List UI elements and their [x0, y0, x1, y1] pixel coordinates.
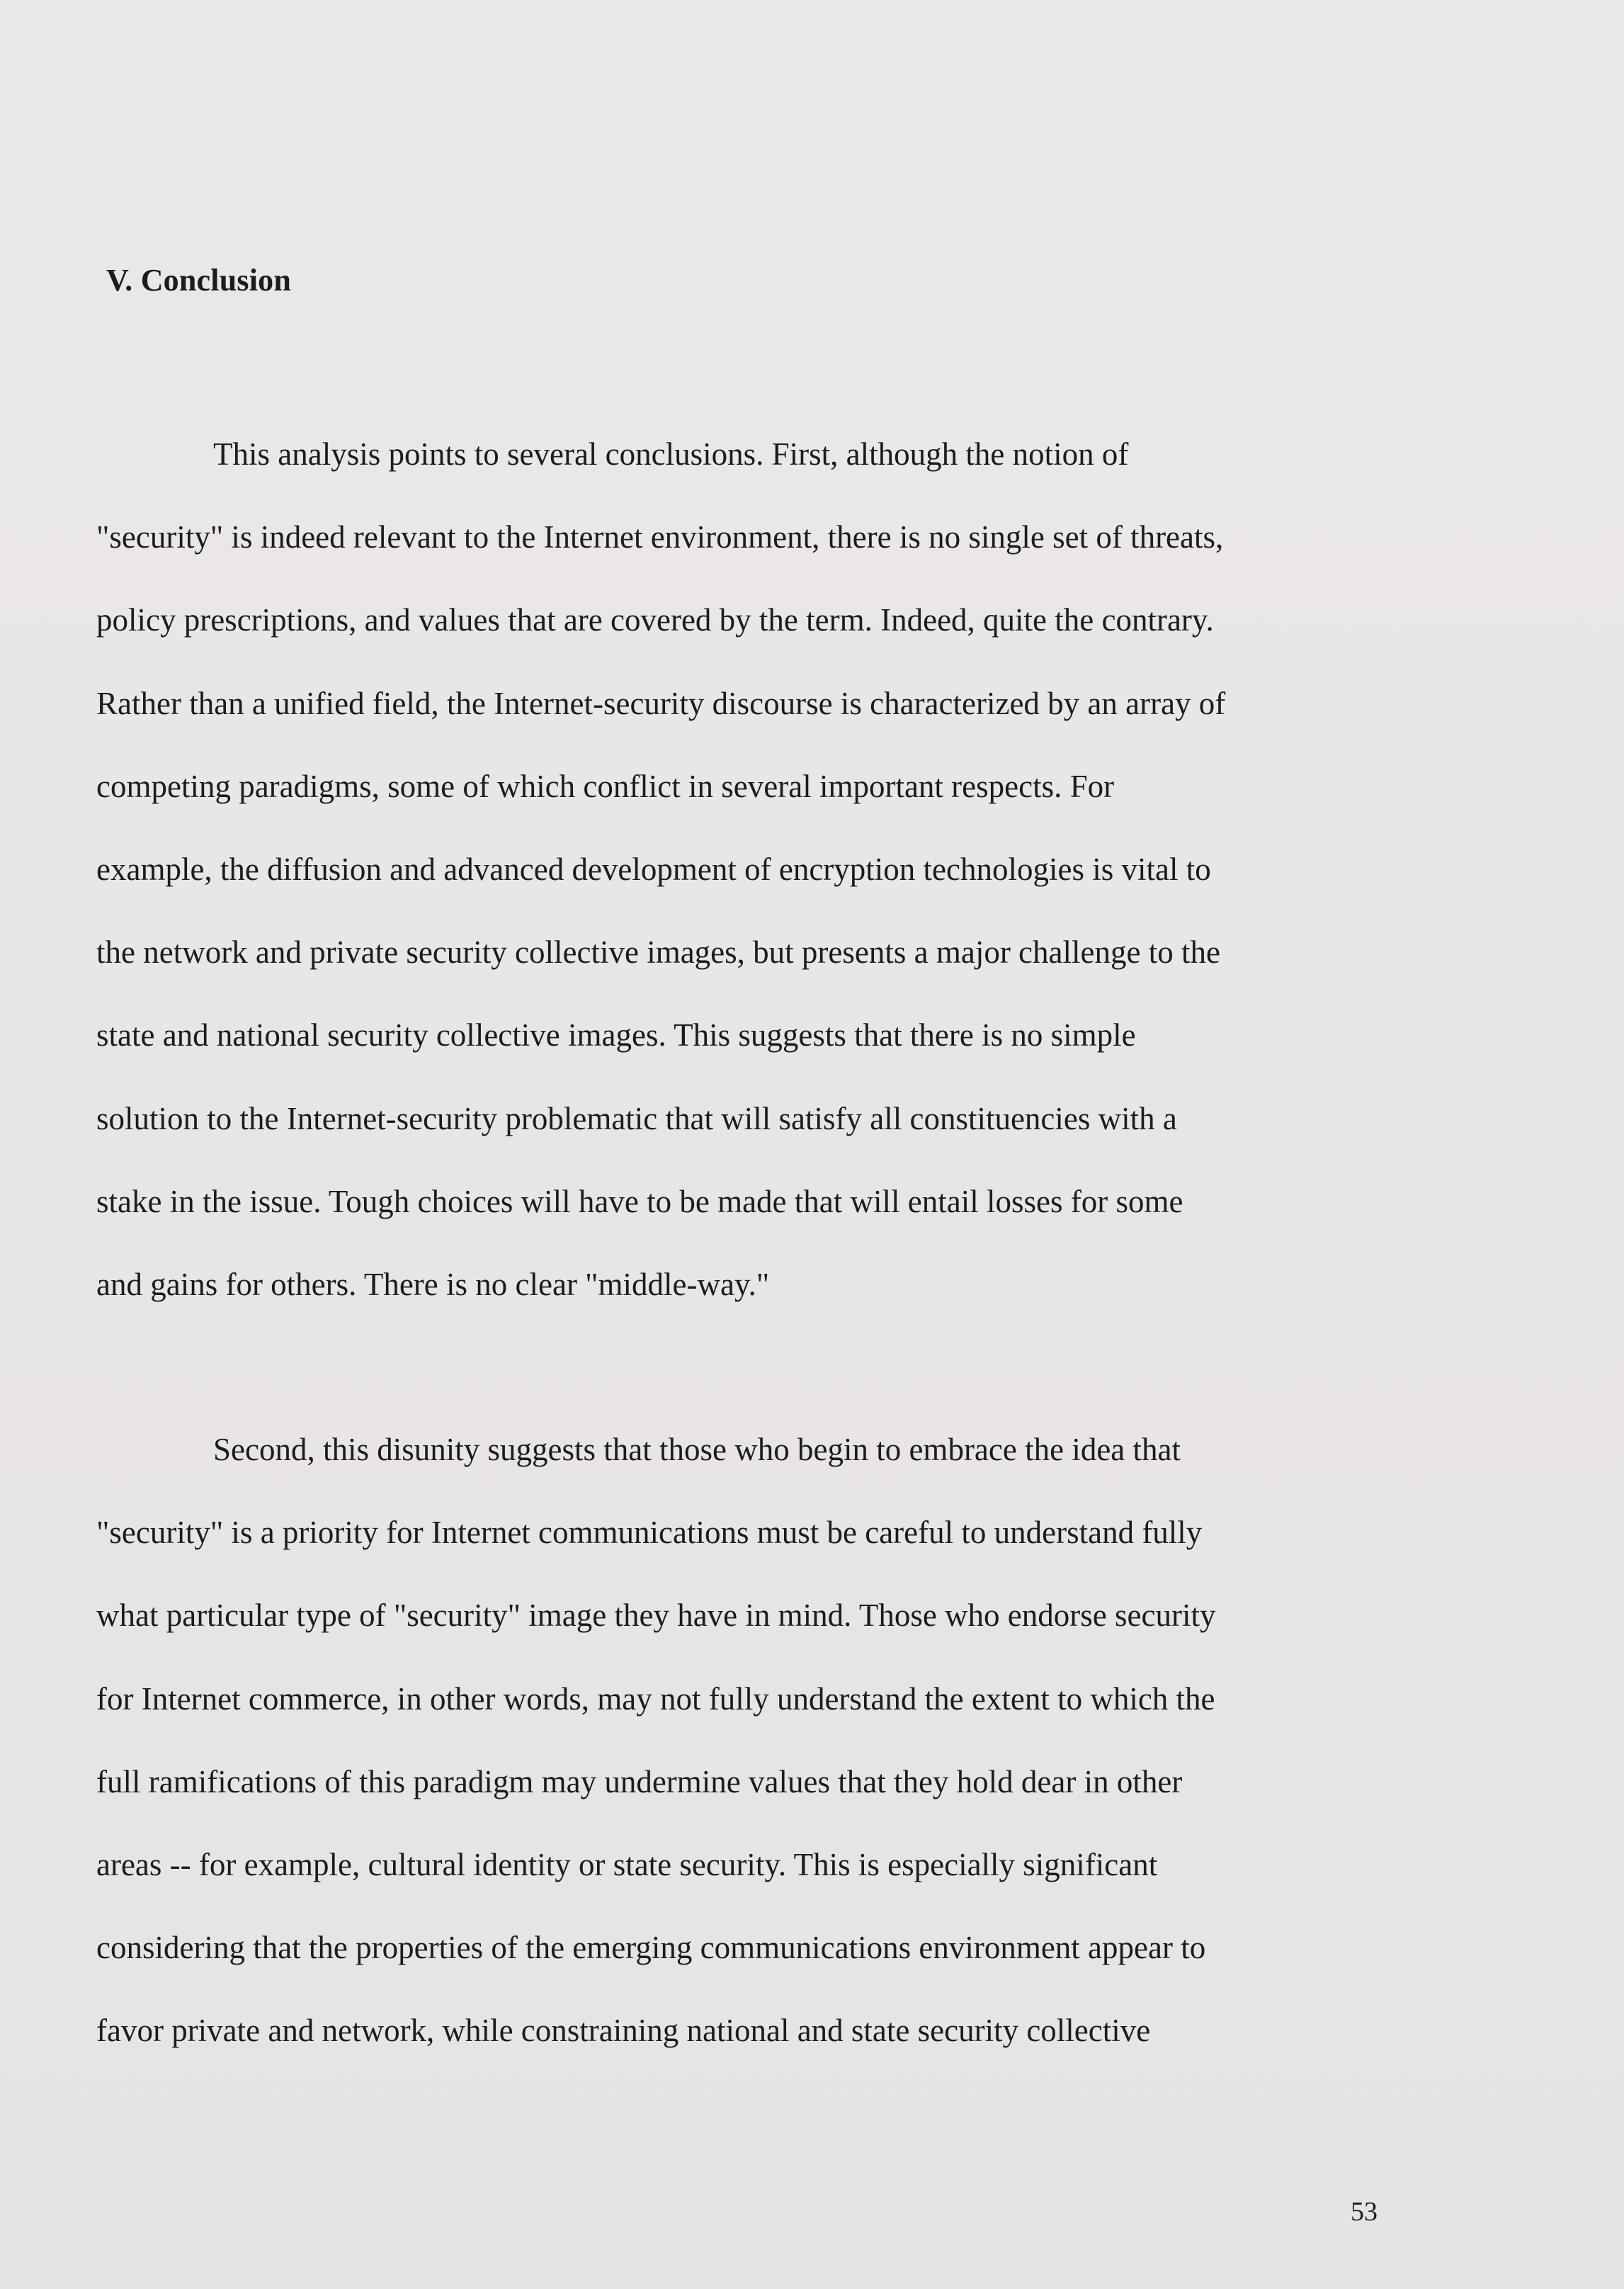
paragraph-1: [96, 413, 1371, 1326]
text-line: full ramifications of this paradigm may undermine values that they hold dear in other: [96, 1763, 1183, 1799]
text-line: example, the diffusion and advanced development of encryption technologies is vital to: [96, 851, 1211, 887]
text-line: "security" is indeed relevant to the Internet environment, there is no single set of threats,: [96, 519, 1224, 555]
text-line: and gains for others. There is no clear "middle-way.": [96, 1266, 770, 1302]
text-line: for Internet commerce, in other words, may not fully understand the extent to which the: [96, 1680, 1215, 1717]
text-line: Rather than a unified field, the Internet-security discourse is characterized by an array of: [96, 685, 1226, 721]
text-line: policy prescriptions, and values that are covered by the term. Indeed, quite the contrary.: [96, 602, 1214, 638]
text-line: considering that the properties of the emerging communications environment appear to: [96, 1930, 1206, 1966]
section-heading: V. Conclusion: [106, 263, 291, 298]
paragraph-2: [96, 1408, 1371, 2073]
text-line: areas -- for example, cultural identity or state security. This is especially significant: [96, 1846, 1158, 1882]
text-line: This analysis points to several conclusions. First, although the notion of: [213, 436, 1129, 472]
text-line: "security" is a priority for Internet communications must be careful to understand fully: [96, 1515, 1203, 1551]
page-number: 53: [1351, 2197, 1378, 2227]
text-line: solution to the Internet-security problematic that will satisfy all constituencies with a: [96, 1100, 1177, 1136]
text-line: Second, this disunity suggests that those who begin to embrace the idea that: [213, 1432, 1181, 1467]
text-line: state and national security collective images. This suggests that there is no simple: [96, 1017, 1136, 1053]
text-line: the network and private security collective images, but presents a major challenge to the: [96, 934, 1220, 971]
text-line: competing paradigms, some of which conflict in several important respects. For: [96, 768, 1115, 804]
text-line: favor private and network, while constraining national and state security collective: [96, 2013, 1151, 2049]
text-line: what particular type of "security" image they have in mind. Those who endorse security: [96, 1598, 1216, 1634]
text-line: stake in the issue. Tough choices will have to be made that will entail losses for some: [96, 1183, 1183, 1219]
